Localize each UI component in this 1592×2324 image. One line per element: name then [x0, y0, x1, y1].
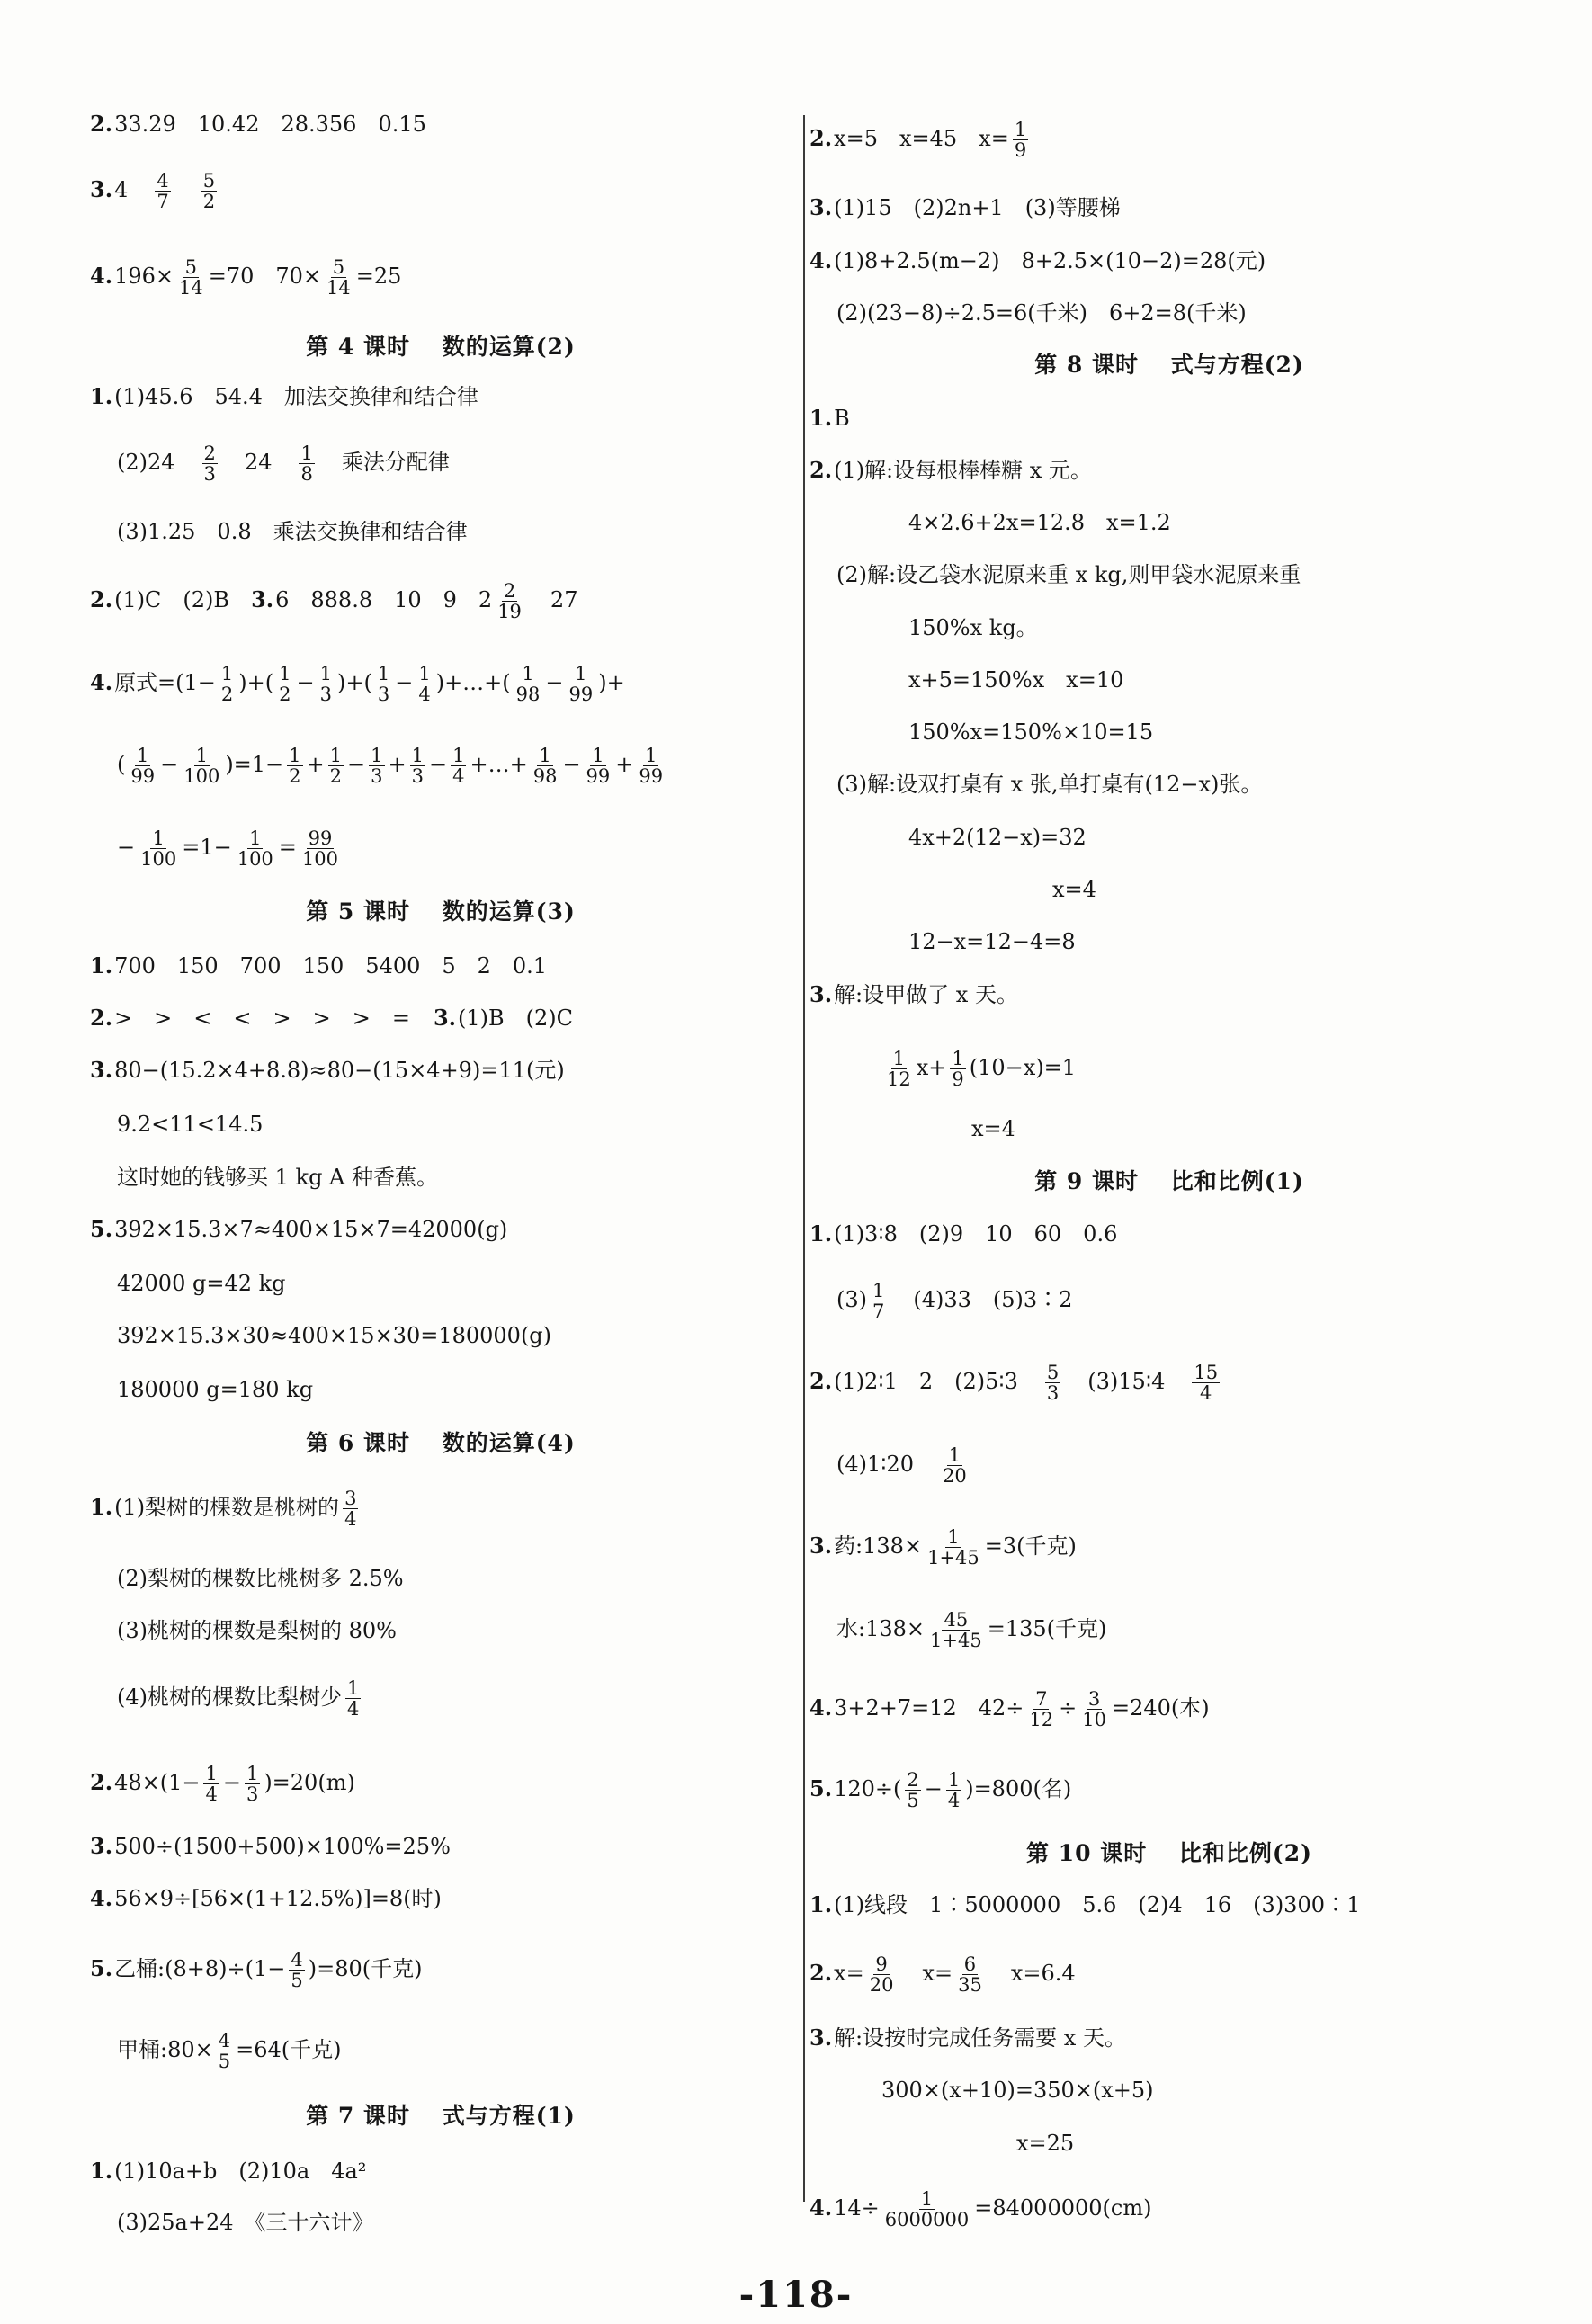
item-number: 1. [90, 383, 113, 409]
answer-line: − $\frac{1}{100}$ =1− $\frac{1}{100}$ = $\frac{99}{100}$ [117, 827, 338, 870]
answer-text: 14÷ [834, 2195, 880, 2221]
fraction: $\frac{1}{4}$ [947, 1769, 961, 1811]
answer-text: 700 150 700 150 5400 5 2 0.1 [114, 953, 548, 979]
answer-line [809, 457, 1092, 484]
item-number: 1. [809, 1891, 833, 1917]
item-number: 3. [809, 981, 833, 1007]
fraction: $\frac{1}{8}$ [300, 442, 313, 485]
answer-text: (1)8+2.5(m−2) 8+2.5×(10−2)=28(元) [834, 248, 1266, 273]
answer-line: 2.x= $\frac{9}{20}$ x= $\frac{6}{35}$ x=6.4 [809, 1953, 1076, 1996]
answer-text: 6 888.8 10 9 2 [275, 587, 493, 612]
answer-line [90, 1833, 451, 1860]
lesson-heading: 第 4 课时 数的运算(2) [306, 334, 576, 360]
answer-text: 150%x=150%×10=15 [908, 720, 1154, 745]
fraction: $\frac{5}{14}$ [326, 256, 351, 299]
answer-text: 9.2<11<14.5 [117, 1112, 264, 1137]
item-number: 3. [809, 1533, 833, 1559]
answer-line [90, 383, 478, 410]
answer-text: =84000000(cm) [974, 2195, 1152, 2221]
answer-text: B [834, 406, 850, 431]
answer-text: x+ [916, 1055, 947, 1080]
answer-text: (1)线段 1∶5000000 5.6 (2)4 16 (3)300∶1 [834, 1892, 1361, 1917]
answer-line [809, 2025, 1126, 2051]
answer-text: (4)1∶20 [836, 1452, 915, 1477]
item-number: 2. [90, 111, 113, 137]
answer-line [809, 561, 1301, 588]
item-number: 2. [90, 1769, 113, 1795]
fraction: $\frac{1}{1+45}$ [927, 1526, 979, 1569]
answer-text: =240(本) [1111, 1695, 1210, 1721]
fraction: $\frac{1}{9}$ [1014, 119, 1027, 161]
answer-line [90, 952, 547, 979]
answer-line [809, 194, 1121, 221]
answer-line [90, 171, 220, 211]
item-number: 3. [90, 176, 113, 202]
answer-text: 120÷( [834, 1776, 902, 1801]
answer-text: (4)33 (5)3∶2 [913, 1287, 1073, 1312]
item-number: 5. [90, 1216, 113, 1242]
answer-line [90, 1565, 404, 1592]
answer-line [809, 1220, 1117, 1247]
answer-text: (10−x)=1 [969, 1055, 1077, 1080]
answer-line [809, 981, 1018, 1008]
fraction: $\frac{15}{4}$ [1194, 1362, 1219, 1404]
answer-line [809, 1281, 1072, 1321]
answer-text: x=6.4 [1010, 1961, 1076, 1986]
answer-text: 4x+2(12−x)=32 [908, 825, 1087, 850]
answer-line [809, 120, 1032, 160]
answer-line [809, 1049, 1076, 1089]
answer-line [809, 509, 1171, 536]
answer-text: 这时她的钱够买 1 kg A 种香蕉。 [117, 1165, 439, 1190]
item-number: 4. [809, 1694, 833, 1721]
fraction: $\frac{5}{2}$ [202, 170, 216, 212]
answer-text: (1)C (2)B [114, 587, 252, 612]
answer-text: (1)解:设每根棒棒糖 x 元。 [834, 458, 1092, 483]
answer-text: =3(千克) [984, 1533, 1077, 1559]
fraction: $\frac{7}{12}$ [1029, 1688, 1054, 1730]
fraction: $\frac{2}{5}$ [907, 1769, 919, 1811]
answer-text: =70 70× [208, 264, 322, 289]
answer-text: (1)15 (2)2n+1 (3)等腰梯 [834, 195, 1121, 220]
answer-line: 4.3+2+7=12 42÷ $\frac{7}{12}$ ÷ $\frac{3}{10}$ =240(本) [809, 1688, 1210, 1730]
answer-text: 500÷(1500+500)×100%=25% [114, 1834, 451, 1859]
item-number: 3. [809, 194, 833, 220]
answer-line [90, 1322, 551, 1349]
fraction: $\frac{5}{14}$ [178, 256, 203, 299]
answer-line [90, 1216, 507, 1243]
answer-text: (3)桃树的棵数是梨树的 80% [117, 1618, 397, 1643]
answer-text: x= [834, 1961, 864, 1986]
answer-line [809, 719, 1153, 746]
answer-text: (1)45.6 54.4 加法交换律和结合律 [114, 384, 478, 409]
answer-text: 180000 g=180 kg [117, 1377, 314, 1402]
answer-text: 56×9÷[56×(1+12.5%)]=8(时) [114, 1886, 442, 1911]
item-number: 3. [90, 1833, 113, 1859]
column-divider [803, 115, 805, 2202]
item-number: 2. [90, 1005, 113, 1031]
answer-text: =25 [355, 264, 402, 289]
answer-text: (2)24 [117, 450, 175, 475]
answer-line [90, 1488, 362, 1529]
page-number: -118- [738, 2274, 854, 2316]
answer-line: 2.48×(1− $\frac{1}{4}$ − $\frac{1}{3}$ )=20(m) [90, 1763, 355, 1805]
lesson-heading: 第 5 课时 数的运算(3) [306, 898, 576, 925]
item-number: 4. [90, 1885, 113, 1911]
answer-line [90, 1950, 423, 1990]
answer-text: 解:设按时完成任务需要 x 天。 [834, 2025, 1126, 2051]
answer-text: 300×(x+10)=350×(x+5) [881, 2078, 1154, 2103]
answer-line [90, 1617, 397, 1644]
answer-line [90, 1111, 263, 1138]
fraction: $\frac{3}{10}$ [1082, 1688, 1106, 1730]
fraction: $\frac{1}{4}$ [347, 1677, 360, 1720]
item-number: 3. [809, 2025, 833, 2051]
answer-line [90, 1678, 364, 1719]
fraction: $\frac{6}{35}$ [958, 1953, 982, 1996]
answer-text: > > < < > > > = [114, 1006, 410, 1031]
answer-text: 乙桶:(8+8)÷(1− [114, 1956, 286, 1981]
item-number: 1. [809, 1220, 833, 1247]
lesson-heading: 第 9 课时 比和比例(1) [1034, 1168, 1304, 1194]
answer-text: 乘法分配律 [341, 450, 450, 475]
answer-line [90, 1057, 565, 1084]
answer-line [809, 1445, 972, 1486]
answer-line [90, 111, 426, 138]
lesson-heading: 第 10 课时 比和比例(2) [1026, 1840, 1312, 1866]
item-number: 2. [90, 586, 113, 612]
answer-line [809, 614, 1038, 641]
answer-text: )=20(m) [264, 1770, 355, 1795]
answer-text: (3)1.25 0.8 乘法交换律和结合律 [117, 519, 468, 544]
answer-line [809, 405, 850, 432]
answer-text: (3)15∶4 [1087, 1369, 1166, 1394]
fraction: $\frac{4}{7}$ [157, 170, 169, 212]
answer-text: 3+2+7=12 42÷ [834, 1695, 1024, 1721]
fraction: $\frac{1}{12}$ [887, 1048, 911, 1090]
answer-text: 24 [244, 450, 273, 475]
item-number: 5. [90, 1955, 113, 1981]
answer-line [809, 299, 1247, 326]
answer-text: =135(千克) [987, 1616, 1107, 1641]
answer-text: 392×15.3×7≈400×15×7=42000(g) [114, 1217, 508, 1242]
answer-text: 原式=(1− [114, 670, 216, 695]
answer-text: (1)10a+b (2)10a 4a² [114, 2159, 367, 2184]
lesson-heading: 第 8 课时 式与方程(2) [1034, 352, 1304, 378]
answer-line [809, 247, 1266, 274]
answer-line [90, 2158, 366, 2185]
answer-line [809, 2077, 1154, 2104]
answer-text: 解:设甲做了 x 天。 [834, 982, 1018, 1007]
answer-line [90, 1376, 313, 1403]
answer-text: 196× [114, 264, 174, 289]
answer-text: 12−x=12−4=8 [908, 929, 1076, 954]
answer-text: 33.29 10.42 28.356 0.15 [114, 112, 426, 137]
answer-line [809, 876, 1096, 903]
answer-text: x=5 x=45 x= [834, 126, 1009, 151]
answer-text: )=80(千克) [308, 1956, 423, 1981]
item-number: 4. [90, 669, 113, 695]
item-number: 2. [809, 1368, 833, 1394]
answer-text: (1)B (2)C [458, 1006, 573, 1031]
answer-text: 48×(1− [114, 1770, 201, 1795]
answer-text: 27 [550, 587, 578, 612]
answer-line [90, 1164, 438, 1191]
answer-line [90, 257, 401, 298]
answer-text: (1)梨树的棵数是桃树的 [114, 1495, 340, 1520]
fraction: $\frac{45}{1+45}$ [930, 1609, 982, 1651]
item-number: 1. [809, 405, 833, 431]
answer-line [809, 2189, 1151, 2230]
answer-text: (1)2∶1 2 (2)5∶3 [834, 1369, 1018, 1394]
item-number: 1. [90, 2158, 113, 2184]
answer-text: (3)解:设双打桌有 x 张,单打桌有(12−x)张。 [836, 772, 1263, 797]
fraction: $\frac{1}{9}$ [952, 1048, 964, 1090]
item-number: 1. [90, 952, 113, 979]
answer-text: (2)梨树的棵数比桃树多 2.5% [117, 1566, 404, 1591]
answer-line [90, 1885, 442, 1912]
answer-text: 80−(15.2×4+8.8)≈80−(15×4+9)=11(元) [114, 1058, 565, 1083]
item-number: 2. [809, 1960, 833, 1986]
answer-line [90, 1270, 286, 1297]
fraction: $\frac{4}{5}$ [218, 2030, 231, 2072]
answer-line: 5.120÷( $\frac{2}{5}$ − $\frac{1}{4}$ )=800(名) [809, 1769, 1072, 1811]
item-number: 5. [809, 1775, 833, 1801]
answer-text: x=4 [971, 1116, 1015, 1141]
answer-text: (2)(23−8)÷2.5=6(千米) 6+2=8(千米) [836, 300, 1247, 326]
answer-line: ( $\frac{1}{99}$ − $\frac{1}{100}$ )=1− $\frac{1}{2}$ + $\frac{1}{2}$ − $\frac{1}{3}$ + $\frac{1}{3}$ − $\frac{1}{4}$ +…+ $\frac{1}{98}$ − $\frac{1}{99}$ + $\frac{1}{99}$ [117, 745, 664, 787]
answer-line [809, 1363, 1223, 1403]
answer-text: (4)桃树的棵数比梨树少 [117, 1685, 342, 1710]
fraction: $\frac{1}{6000000}$ [884, 2188, 970, 2230]
answer-line [809, 771, 1262, 798]
fraction: $\frac{9}{20}$ [869, 1953, 894, 1996]
answer-text: 4 [114, 177, 129, 202]
answer-text: 150%x kg。 [908, 615, 1038, 640]
answer-line [90, 2209, 374, 2236]
answer-line [809, 1115, 1015, 1142]
answer-text: x=4 [1052, 877, 1096, 902]
answer-text: 392×15.3×30≈400×15×30=180000(g) [117, 1323, 552, 1348]
fraction: $\frac{5}{3}$ [1046, 1362, 1060, 1404]
answer-text: )=800(名) [965, 1776, 1072, 1801]
item-number: 1. [90, 1494, 113, 1520]
item-number: 2. [809, 125, 833, 151]
answer-text: x+5=150%x x=10 [908, 667, 1124, 693]
answer-line [809, 824, 1087, 851]
answer-line: 2.(1)C (2)B 3.6 888.8 10 9 2 $\frac{2}{19}$ 27 [90, 580, 578, 622]
answer-text: 42000 g=42 kg [117, 1271, 286, 1296]
item-number: 4. [809, 247, 833, 273]
fraction: $\frac{1}{7}$ [872, 1280, 885, 1322]
item-number: 2. [809, 457, 833, 483]
answer-line [809, 666, 1123, 693]
fraction: $\frac{2}{19}$ [497, 580, 522, 622]
item-number: 4. [90, 263, 113, 289]
answer-text: 甲桶:80× [117, 2037, 213, 2062]
answer-text: (1)3∶8 (2)9 10 60 0.6 [834, 1221, 1118, 1247]
answer-line: 4.原式=(1− $\frac{1}{2}$ )+( $\frac{1}{2}$ − $\frac{1}{3}$ )+( $\frac{1}{3}$ − $\frac{1}{4}$ )+…+( $\frac{1}{98}$ − $\frac{1}{99}$ )+ [90, 663, 625, 705]
fraction: $\frac{3}{4}$ [344, 1488, 357, 1530]
answer-line: 2.> > < < > > > = 3.(1)B (2)C [90, 1005, 573, 1031]
answer-text: 药:138× [834, 1533, 923, 1559]
answer-text: =64(千克) [236, 2037, 342, 2062]
answer-text: 水:138× [836, 1616, 926, 1641]
answer-line [809, 2130, 1074, 2157]
answer-line [90, 2031, 341, 2071]
answer-text: x=25 [1016, 2131, 1075, 2156]
answer-line [809, 1527, 1077, 1568]
item-number: 3. [90, 1057, 113, 1083]
answer-line [809, 1610, 1106, 1650]
fraction: $\frac{1}{20}$ [943, 1444, 967, 1487]
fraction: $\frac{2}{3}$ [203, 442, 216, 485]
answer-line [90, 443, 450, 484]
answer-text: 4×2.6+2x=12.8 x=1.2 [908, 510, 1171, 535]
answer-line [809, 1891, 1360, 1918]
item-number: 4. [809, 2194, 833, 2221]
answer-text: (2)解:设乙袋水泥原来重 x kg,则甲袋水泥原来重 [836, 562, 1301, 587]
answer-text: (3)25a+24 《三十六计》 [117, 2210, 374, 2235]
answer-text: (3) [836, 1287, 867, 1312]
answer-line [809, 928, 1076, 955]
lesson-heading: 第 7 课时 式与方程(1) [306, 2103, 576, 2129]
lesson-heading: 第 6 课时 数的运算(4) [306, 1430, 576, 1456]
answer-line [90, 518, 468, 545]
fraction: $\frac{4}{5}$ [291, 1949, 303, 1991]
